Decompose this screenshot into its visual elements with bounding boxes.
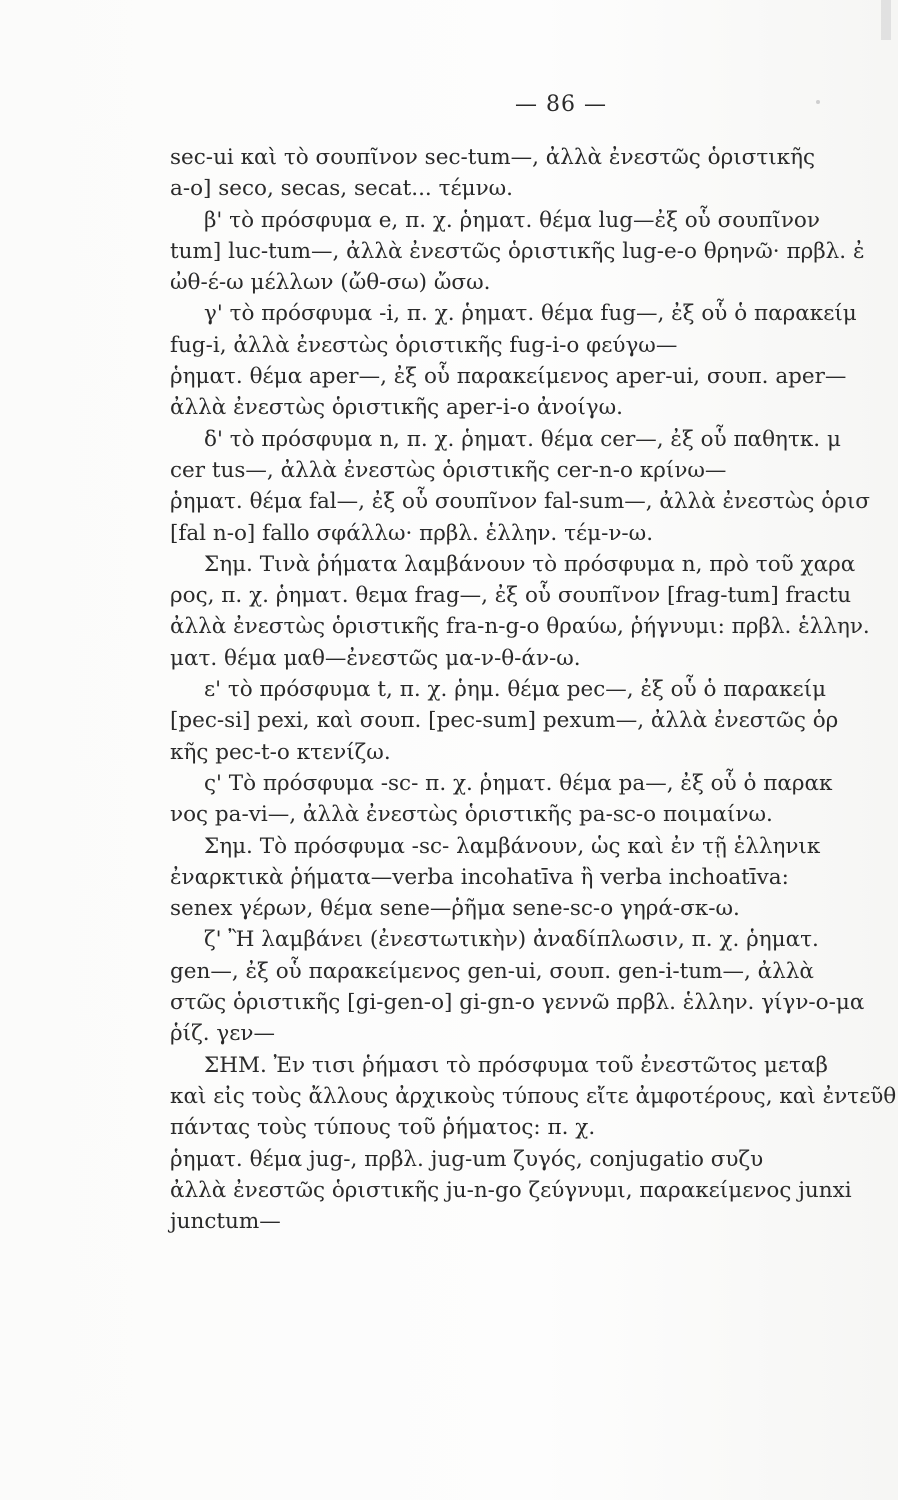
text-line: β' τὸ πρόσφυμα e, π. χ. ῥηματ. θέμα lug—ἐξ οὗ σουπῖνον [204,207,820,233]
text-line: ἀλλὰ ἐνεστὼς ὁριστικῆς fra-n-g-o θραύω, ῥήγνυμι: πρβλ. ἑλλην. [170,614,870,640]
text-line: πάντας τοὺς τύπους τοῦ ῥήματος: π. χ. [170,1115,596,1141]
text-line: ς' Τὸ πρόσφυμα -sc- π. χ. ῥηματ. θέμα pa—, ἐξ οὗ ὁ παρακ [204,770,833,796]
text-line: δ' τὸ πρόσφυμα n, π. χ. ῥηματ. θέμα cer—, ἐξ οὗ παθητκ. μ [204,426,841,452]
text-line: fug-i, ἀλλὰ ἐνεστὼς ὁριστικῆς fug-i-o φεύγω— [170,332,678,358]
text-line: ζ' Ἢ λαμβάνει (ἐνεστωτικὴν) ἀναδίπλωσιν, π. χ. ῥηματ. [204,927,819,953]
text-line: ῥίζ. γεν— [170,1021,275,1047]
paper-speck [816,100,820,104]
text-line: gen—, ἐξ οὗ παρακείμενος gen-ui, σουπ. gen-i-tum—, ἀλλὰ [170,958,814,984]
text-line: ῥηματ. θέμα aper—, ἐξ οὗ παρακείμενος aper-ui, σουπ. aper— [170,364,847,390]
text-line: [fal n-o] fallo σφάλλω· πρβλ. ἑλλην. τέμ-ν-ω. [170,520,654,546]
text-line: sec-ui καὶ τὸ σουπῖνον sec-tum—, ἀλλὰ ἐνεστῶς ὁριστικῆς [170,145,816,170]
text-line: [pec-si] pexi, καὶ σουπ. [pec-sum] pexum—, ἀλλὰ ἐνεστῶς ὁρ [170,708,839,734]
text-line: ῥηματ. θέμα jug-, πρβλ. jug-um ζυγός, conjugatio συζυ [170,1146,764,1172]
text-line: senex γέρων, θέμα sene—ῥῆμα sene-sc-o γηρά-σκ-ω. [170,896,740,922]
text-line: γ' τὸ πρόσφυμα -i, π. χ. ῥηματ. θέμα fug—, ἐξ οὗ ὁ παρακείμ [204,301,857,327]
text-line: κῆς pec-t-o κτενίζω. [170,739,391,765]
text-line: cer tus—, ἀλλὰ ἐνεστὼς ὁριστικῆς cer-n-o κρίνω— [170,457,727,483]
text-line: στῶς ὁριστικῆς [gi-gen-o] gi-gn-o γεννῶ πρβλ. ἑλλην. γίγν-ο-μα [170,990,865,1016]
text-line: ματ. θέμα μαθ—ἐνεστῶς μα-ν-θ-άν-ω. [170,645,581,671]
text-line: tum] luc-tum—, ἀλλὰ ἐνεστῶς ὁριστικῆς lug-e-o θρηνῶ· πρβλ. ἐ [170,238,865,264]
text-line: ἀλλὰ ἐνεστὼς ὁριστικῆς aper-i-o ἀνοίγω. [170,395,624,421]
body-text [170,142,898,1237]
text-line: ε' τὸ πρόσφυμα t, π. χ. ῥημ. θέμα pec—, ἐξ οὗ ὁ παρακείμ [204,677,827,703]
page-edge-shadow [881,0,891,40]
text-line: a-o] seco, secas, secat... τέμνω. [170,176,514,202]
text-line: ΣΗΜ. Ἐν τισι ῥήμασι τὸ πρόσφυμα τοῦ ἐνεστῶτος μεταβ [204,1052,828,1078]
text-line: ἀλλὰ ἐνεστῶς ὁριστικῆς ju-n-go ζεύγνυμι, παρακείμενος junxi [170,1177,852,1203]
text-line: ρος, π. χ. ῥηματ. θεμα frag—, ἐξ οὗ σουπῖνον [frag-tum] fractu [170,583,852,609]
text-line: Σημ. Τὸ πρόσφυμα -sc- λαμβάνουν, ὡς καὶ ἐν τῇ ἑλληνικ [204,833,821,859]
text-line: ἐναρκτικὰ ῥήματα—verba incohatīva ἢ verba inchoatīva: [170,864,789,890]
text-line: καὶ εἰς τοὺς ἄλλους ἀρχικοὺς τύπους εἴτε ἀμφοτέρους, καὶ ἐντεῦθ [170,1083,897,1109]
text-line: νος pa-vi—, ἀλλὰ ἐνεστὼς ὁριστικῆς pa-sc-o ποιμαίνω. [170,802,773,828]
text-line: Σημ. Τινὰ ῥήματα λαμβάνουν τὸ πρόσφυμα n, πρὸ τοῦ χαρα [204,551,856,577]
page-number: — 86 — [515,92,607,117]
text-line: ὠθ-έ-ω μέλλων (ὤθ-σω) ὤσω. [170,270,491,296]
text-line: junctum— [170,1209,281,1235]
text-line: ῥηματ. θέμα fal—, ἐξ οὗ σουπῖνον fal-sum—, ἀλλὰ ἐνεστὼς ὁρισ [170,489,870,515]
